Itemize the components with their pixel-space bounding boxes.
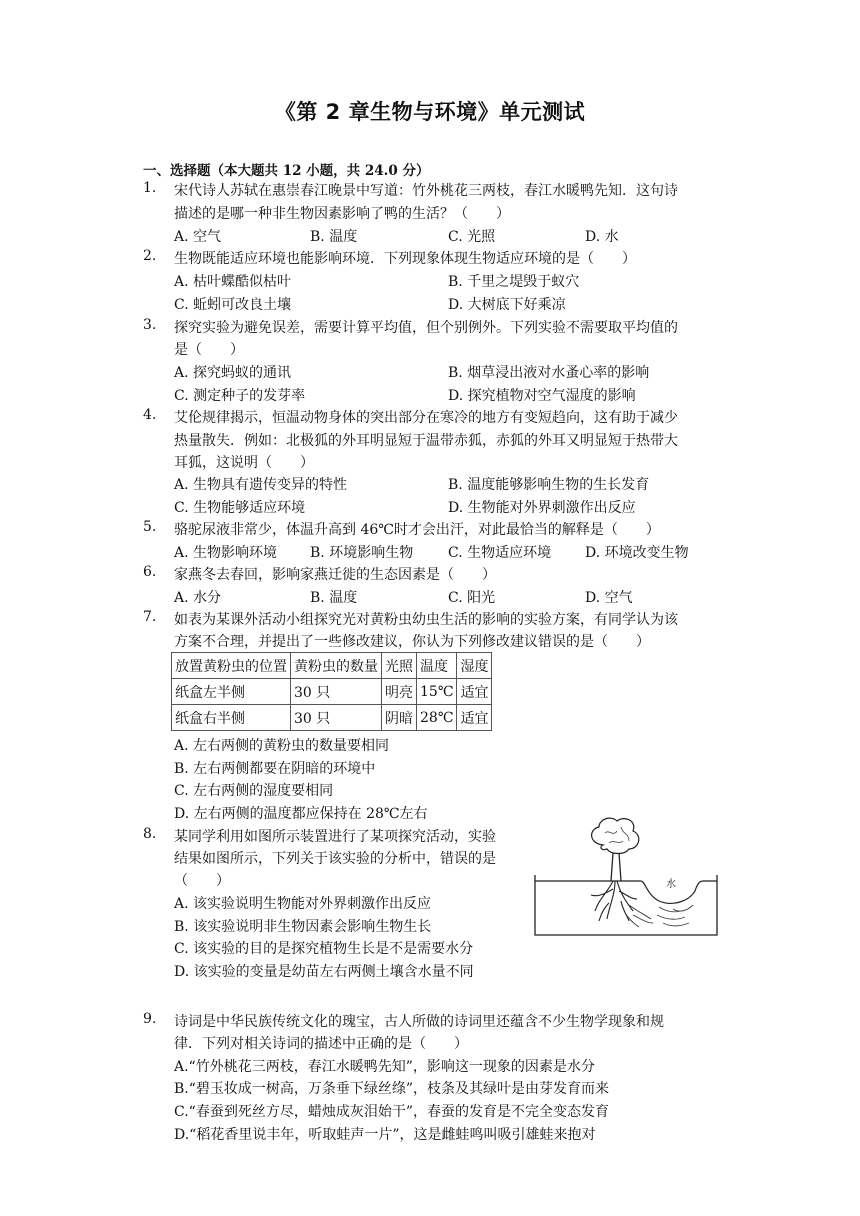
question-stem-line: 探究实验为避免误差，需要计算平均值，但个别例外。下列实验不需要取平均值的 xyxy=(174,320,678,336)
option-b: B. 该实验说明非生物因素会影响生物生长 xyxy=(174,919,432,935)
option-c: C. 左右两侧的湿度要相同 xyxy=(174,783,334,799)
option-b: B. 环境影响生物 xyxy=(310,545,414,561)
question-stem-line: 艾伦规律揭示，恒温动物身体的突出部分在寒冷的地方有变短趋向，这有助于减少 xyxy=(174,410,678,426)
table-row xyxy=(172,705,492,731)
option-a: A. 水分 xyxy=(174,590,222,606)
option-d: D.“稻花香里说丰年，听取蛙声一片”，这是雌蛙鸣叫吸引雄蛙来抱对 xyxy=(174,1127,596,1143)
option-a: A. 探究蚂蚁的通讯 xyxy=(174,365,292,381)
question-stem-line: 宋代诗人苏轼在惠崇春江晚景中写道：竹外桃花三两枝，春江水暖鸭先知．这句诗 xyxy=(174,183,678,199)
table-header-cell: 光照 xyxy=(382,653,417,679)
question-stem-line: 方案不合理，并提出了一些修改建议，你认为下列修改建议错误的是（ ） xyxy=(174,634,650,650)
question-stem-line: 骆驼尿液非常少，体温升高到 46℃时才会出汗，对此最恰当的解释是（ ） xyxy=(174,522,660,538)
option-a: A. 空气 xyxy=(174,229,222,245)
table-header-cell: 温度 xyxy=(417,653,457,679)
option-d: D. 水 xyxy=(585,229,619,245)
table-cell: 纸盒左半侧 xyxy=(172,679,291,705)
table-row xyxy=(172,679,492,705)
question-stem-line: 热量散失．例如：北极狐的外耳明显短于温带赤狐，赤狐的外耳又明显短于热带大 xyxy=(174,433,678,449)
page-title: 《第 2 章生物与环境》单元测试 xyxy=(274,100,586,124)
table-cell: 30 只 xyxy=(291,705,382,731)
question-number: 4. xyxy=(143,407,157,423)
option-c: C. 生物能够适应环境 xyxy=(174,500,306,516)
table-cell: 阴暗 xyxy=(382,705,417,731)
option-a: A. 左右两侧的黄粉虫的数量要相同 xyxy=(174,738,390,754)
question-stem-line: 如表为某课外活动小组探究光对黄粉虫幼虫生活的影响的实验方案，有同学认为该 xyxy=(174,612,678,628)
option-a: A. 生物影响环境 xyxy=(174,545,278,561)
option-d: D. 大树底下好乘凉 xyxy=(448,297,566,313)
tree-crown-texture xyxy=(605,827,629,843)
table-cell: 28℃ xyxy=(417,705,457,731)
roots xyxy=(591,881,637,921)
tree-crown xyxy=(592,818,639,853)
option-b: B. 烟草浸出液对水蚤心率的影响 xyxy=(448,365,650,381)
option-b: B.“碧玉妆成一树高，万条垂下绿丝绦”，枝条及其绿叶是由芽发育而来 xyxy=(174,1081,610,1097)
option-a: A. 枯叶蝶酷似枯叶 xyxy=(174,274,292,290)
question-number: 8. xyxy=(143,826,157,842)
option-b: B. 千里之堤毁于蚁穴 xyxy=(448,274,580,290)
experiment-table xyxy=(171,652,492,731)
option-b: B. 温度 xyxy=(310,590,358,606)
table-cell: 适宜 xyxy=(457,705,492,731)
table-cell: 适宜 xyxy=(457,679,492,705)
question-number: 6. xyxy=(143,564,157,580)
option-c: C.“春蚕到死丝方尽，蜡烛成灰泪始干”，春蚕的发育是不完全变态发育 xyxy=(174,1104,609,1120)
question-stem-line: 诗词是中华民族传统文化的瑰宝，古人所做的诗词里还蕴含不少生物学现象和规 xyxy=(174,1014,664,1030)
option-a: A. 生物具有遗传变异的特性 xyxy=(174,477,348,493)
option-c: C. 阳光 xyxy=(448,590,496,606)
table-cell: 明亮 xyxy=(382,679,417,705)
option-d: D. 环境改变生物 xyxy=(585,545,689,561)
question-stem-line: 家燕冬去春回，影响家燕迁徙的生态因素是（ ） xyxy=(174,567,496,583)
option-a: A. 该实验说明生物能对外界刺激作出反应 xyxy=(174,896,432,912)
option-c: C. 该实验的目的是探究植物生长是不是需要水分 xyxy=(174,941,474,957)
question-stem-line: 是（ ） xyxy=(174,342,244,358)
question-number: 9. xyxy=(143,1011,157,1027)
water-label: 水 xyxy=(666,879,676,890)
option-c: C. 测定种子的发芽率 xyxy=(174,388,306,404)
option-d: D. 该实验的变量是幼苗左右两侧土壤含水量不同 xyxy=(174,964,474,980)
question-number: 3. xyxy=(143,317,157,333)
wet-soil xyxy=(657,905,693,926)
option-c: C. 蚯蚓可改良土壤 xyxy=(174,297,292,313)
soil-surface xyxy=(535,881,717,903)
table-header-cell: 湿度 xyxy=(457,653,492,679)
question-stem-line: 某同学利用如图所示装置进行了某项探究活动，实验 xyxy=(174,829,496,845)
option-d: D. 空气 xyxy=(585,590,633,606)
table-cell: 纸盒右半侧 xyxy=(172,705,291,731)
question-stem-line: 生物既能适应环境也能影响环境．下列现象体现生物适应环境的是（ ） xyxy=(174,251,636,267)
table-cell: 15℃ xyxy=(417,679,457,705)
question-stem-line: 描述的是哪一种非生物因素影响了鸭的生活？（ ） xyxy=(174,206,510,222)
question-stem-line: 耳狐，这说明（ ） xyxy=(174,455,314,471)
option-a: A.“竹外桃花三两枝，春江水暖鸭先知”，影响这一现象的因素是水分 xyxy=(174,1059,595,1075)
option-c: C. 生物适应环境 xyxy=(448,545,552,561)
option-c: C. 光照 xyxy=(448,229,496,245)
section-header: 一、选择题（本大题共 12 小题，共 24.0 分） xyxy=(143,163,430,179)
table-cell: 30 只 xyxy=(291,679,382,705)
option-d: D. 生物能对外界刺激作出反应 xyxy=(448,500,636,516)
roots-near-water xyxy=(625,905,653,927)
question-number: 5. xyxy=(143,519,157,535)
tree-trunk xyxy=(611,853,621,881)
option-b: B. 温度 xyxy=(310,229,358,245)
container xyxy=(535,875,717,935)
option-b: B. 左右两侧都要在阴暗的环境中 xyxy=(174,761,376,777)
question-stem-line: 律．下列对相关诗词的描述中正确的是（ ） xyxy=(174,1036,468,1052)
question-number: 1. xyxy=(143,180,157,196)
table-header-cell: 黄粉虫的数量 xyxy=(291,653,382,679)
table-header-row xyxy=(172,653,492,679)
option-d: D. 左右两侧的温度都应保持在 28℃左右 xyxy=(174,806,428,822)
question-stem-line: （ ） xyxy=(174,873,230,889)
question-number: 7. xyxy=(143,609,157,625)
question-stem-line: 结果如图所示，下列关于该实验的分析中，错误的是 xyxy=(174,851,496,867)
option-b: B. 温度能够影响生物的生长发育 xyxy=(448,477,650,493)
experiment-figure xyxy=(533,815,719,937)
option-d: D. 探究植物对空气湿度的影响 xyxy=(448,388,636,404)
table-header-cell: 放置黄粉虫的位置 xyxy=(172,653,291,679)
question-number: 2. xyxy=(143,248,157,264)
